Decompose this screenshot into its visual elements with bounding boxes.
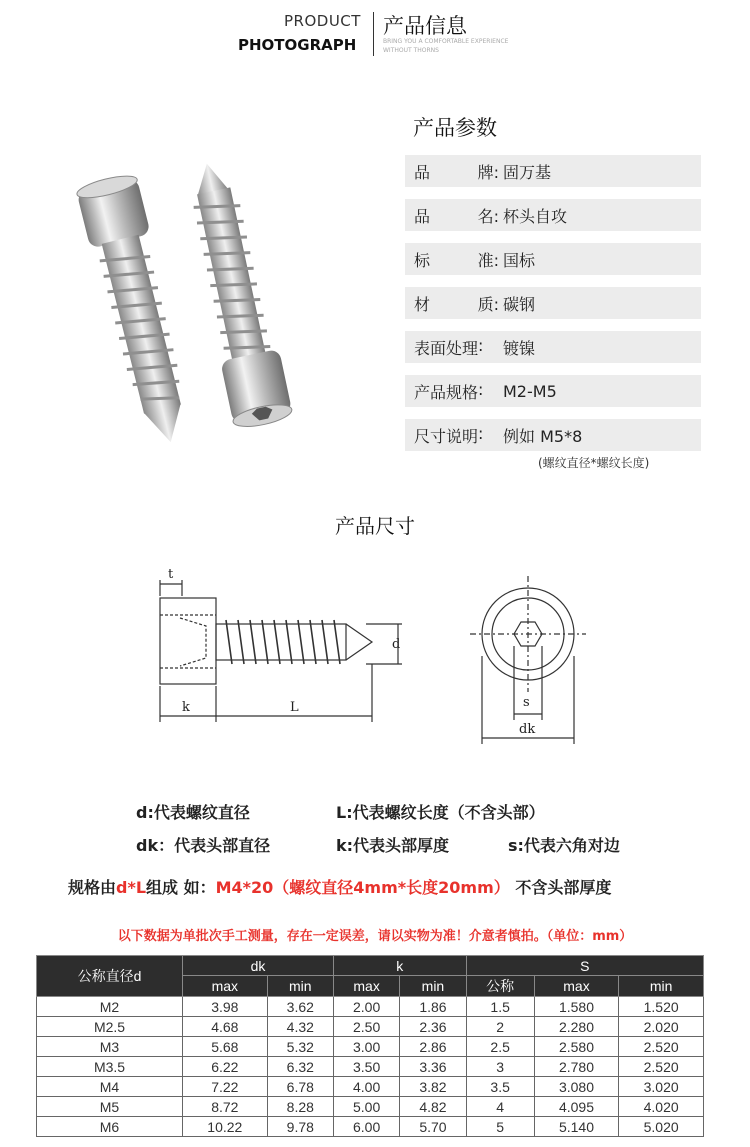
dim-label-k: k: [182, 700, 190, 715]
table-cell: M6: [37, 1117, 183, 1137]
table-cell: 4.68: [183, 1017, 268, 1037]
table-cell: 2.50: [333, 1017, 399, 1037]
table-cell: 3.50: [333, 1057, 399, 1077]
th-nominal: 公称直径d: [37, 956, 183, 997]
param-value: 例如 M5*8: [503, 426, 583, 446]
table-cell: 10.22: [183, 1117, 268, 1137]
table-row: [37, 997, 704, 1017]
table-cell: 9.78: [267, 1117, 333, 1137]
th-s: S: [466, 956, 703, 976]
table-cell: 7.22: [183, 1077, 268, 1097]
th-sub: 公称: [466, 976, 534, 997]
table-cell: 3.98: [183, 997, 268, 1017]
param-value: 国标: [503, 250, 536, 270]
spec-explanation: [68, 875, 611, 898]
dimensions-title: 产品尺寸: [335, 514, 415, 538]
table-cell: 2.580: [534, 1037, 619, 1057]
table-cell: 2.520: [619, 1057, 704, 1077]
table-cell: M3.5: [37, 1057, 183, 1077]
legend-d: d:代表螺纹直径: [136, 803, 250, 822]
table-cell: 6.00: [333, 1117, 399, 1137]
table-cell: 1.580: [534, 997, 619, 1017]
legend-dk: dk：代表头部直径: [136, 836, 271, 855]
table-cell: 4.095: [534, 1097, 619, 1117]
table-row: [37, 1017, 704, 1037]
param-row-brand: [405, 155, 701, 187]
screw-photo: [70, 160, 300, 460]
table-cell: 4.00: [333, 1077, 399, 1097]
table-cell: 5.140: [534, 1117, 619, 1137]
table-cell: M2: [37, 997, 183, 1017]
param-row-name: [405, 199, 701, 231]
size-table-body: [37, 997, 704, 1137]
param-row-size: [405, 419, 701, 451]
params-title: 产品参数: [413, 116, 497, 140]
table-cell: 2.780: [534, 1057, 619, 1077]
header-tagline-line1: BRING YOU A COMFORTABLE EXPERIENCE: [383, 38, 509, 45]
table-cell: 8.28: [267, 1097, 333, 1117]
table-cell: 5.32: [267, 1037, 333, 1057]
param-value: 固万基: [503, 162, 552, 182]
th-sub: max: [534, 976, 619, 997]
table-cell: 3: [466, 1057, 534, 1077]
table-cell: 2.5: [466, 1037, 534, 1057]
param-value: M2-M5: [503, 381, 557, 401]
table-cell: 2.020: [619, 1017, 704, 1037]
header-tagline: [383, 37, 523, 55]
th-sub: min: [400, 976, 466, 997]
legend-k: k:代表头部厚度: [336, 836, 450, 855]
param-key-suffix: 牌:: [477, 162, 499, 182]
param-value: 碳钢: [503, 294, 536, 314]
param-row-surface: [405, 331, 701, 363]
table-cell: 3.080: [534, 1077, 619, 1097]
param-value: 镀镍: [503, 338, 536, 358]
param-key-suffix: :: [478, 335, 484, 355]
param-row-standard: [405, 243, 701, 275]
table-cell: M3: [37, 1037, 183, 1057]
param-key: 尺寸说明: [414, 426, 479, 446]
table-cell: 2.520: [619, 1037, 704, 1057]
size-table: [36, 955, 704, 1137]
spec-prefix: 规格由: [68, 878, 117, 897]
param-key-suffix: 质:: [477, 294, 499, 314]
param-row-spec: [405, 375, 701, 407]
header: [0, 6, 750, 60]
side-view: [160, 580, 402, 722]
table-cell: 5.00: [333, 1097, 399, 1117]
header-tagline-line2: WITHOUT THORNS: [383, 47, 439, 54]
table-cell: M2.5: [37, 1017, 183, 1037]
table-cell: 3.82: [400, 1077, 466, 1097]
table-cell: 6.32: [267, 1057, 333, 1077]
dimension-diagram: [140, 560, 600, 750]
screw-left: [75, 172, 201, 450]
param-key-suffix: 名:: [477, 206, 499, 226]
th-sub: max: [183, 976, 268, 997]
param-key: 产品规格: [414, 382, 479, 402]
table-cell: 3.020: [619, 1077, 704, 1097]
table-cell: 2.280: [534, 1017, 619, 1037]
dim-label-t: t: [168, 567, 174, 582]
table-cell: 4: [466, 1097, 534, 1117]
table-cell: 4.020: [619, 1097, 704, 1117]
table-cell: M4: [37, 1077, 183, 1097]
measurement-warning: 以下数据为单批次手工测量，存在一定误差，请以实物为准！介意者慎拍。（单位：mm）: [117, 929, 633, 944]
table-cell: 6.22: [183, 1057, 268, 1077]
table-cell: 3.5: [466, 1077, 534, 1097]
dim-label-s: s: [523, 695, 530, 710]
table-cell: 2.36: [400, 1017, 466, 1037]
param-key: 品: [414, 206, 431, 226]
spec-mid: 组成 如：: [146, 878, 216, 897]
table-cell: 2: [466, 1017, 534, 1037]
table-cell: 5.70: [400, 1117, 466, 1137]
header-en-line1: PRODUCT: [284, 12, 361, 30]
spec-suffix: 不含头部厚度: [515, 878, 612, 897]
header-cn-title: 产品信息: [383, 14, 467, 38]
table-cell: 2.00: [333, 997, 399, 1017]
param-key: 标: [414, 250, 431, 270]
table-cell: 5: [466, 1117, 534, 1137]
legend-s: s:代表六角对边: [508, 836, 620, 855]
table-cell: 8.72: [183, 1097, 268, 1117]
param-key-suffix: 准:: [477, 250, 499, 270]
header-en-line2: PHOTOGRAPH: [238, 36, 357, 54]
legend-L: L:代表螺纹长度（不含头部）: [336, 803, 545, 822]
param-key: 材: [414, 294, 431, 314]
param-key-suffix: :: [478, 379, 484, 399]
top-view: [470, 576, 586, 744]
dim-label-L: L: [290, 700, 299, 715]
table-cell: 3.00: [333, 1037, 399, 1057]
table-cell: 1.520: [619, 997, 704, 1017]
table-cell: 3.36: [400, 1057, 466, 1077]
param-row-material: [405, 287, 701, 319]
dim-label-dk: dk: [519, 722, 536, 737]
screw-right: [179, 160, 293, 431]
param-key-suffix: :: [478, 423, 484, 443]
th-sub: max: [333, 976, 399, 997]
table-cell: 1.86: [400, 997, 466, 1017]
table-cell: 6.78: [267, 1077, 333, 1097]
table-cell: M5: [37, 1097, 183, 1117]
table-cell: 1.5: [466, 997, 534, 1017]
th-k: k: [333, 956, 466, 976]
spec-example: M4*20（螺纹直径4mm*长度20mm）: [215, 878, 510, 897]
table-row: [37, 1037, 704, 1057]
table-cell: 5.020: [619, 1117, 704, 1137]
table-cell: 3.62: [267, 997, 333, 1017]
table-cell: 4.82: [400, 1097, 466, 1117]
table-row: [37, 1117, 704, 1137]
param-value: 杯头自攻: [503, 206, 568, 226]
param-key: 表面处理: [414, 338, 479, 358]
dim-label-d: d: [392, 637, 401, 652]
param-note: (螺纹直径*螺纹长度): [538, 456, 650, 470]
spec-formula: d*L: [116, 878, 147, 897]
table-row: [37, 1057, 704, 1077]
table-row: [37, 1077, 704, 1097]
table-cell: 2.86: [400, 1037, 466, 1057]
table-cell: 5.68: [183, 1037, 268, 1057]
th-sub: min: [619, 976, 704, 997]
table-row: [37, 1097, 704, 1117]
header-divider: [373, 12, 374, 56]
th-sub: min: [267, 976, 333, 997]
th-dk: dk: [183, 956, 334, 976]
param-key: 品: [414, 162, 431, 182]
table-cell: 4.32: [267, 1017, 333, 1037]
